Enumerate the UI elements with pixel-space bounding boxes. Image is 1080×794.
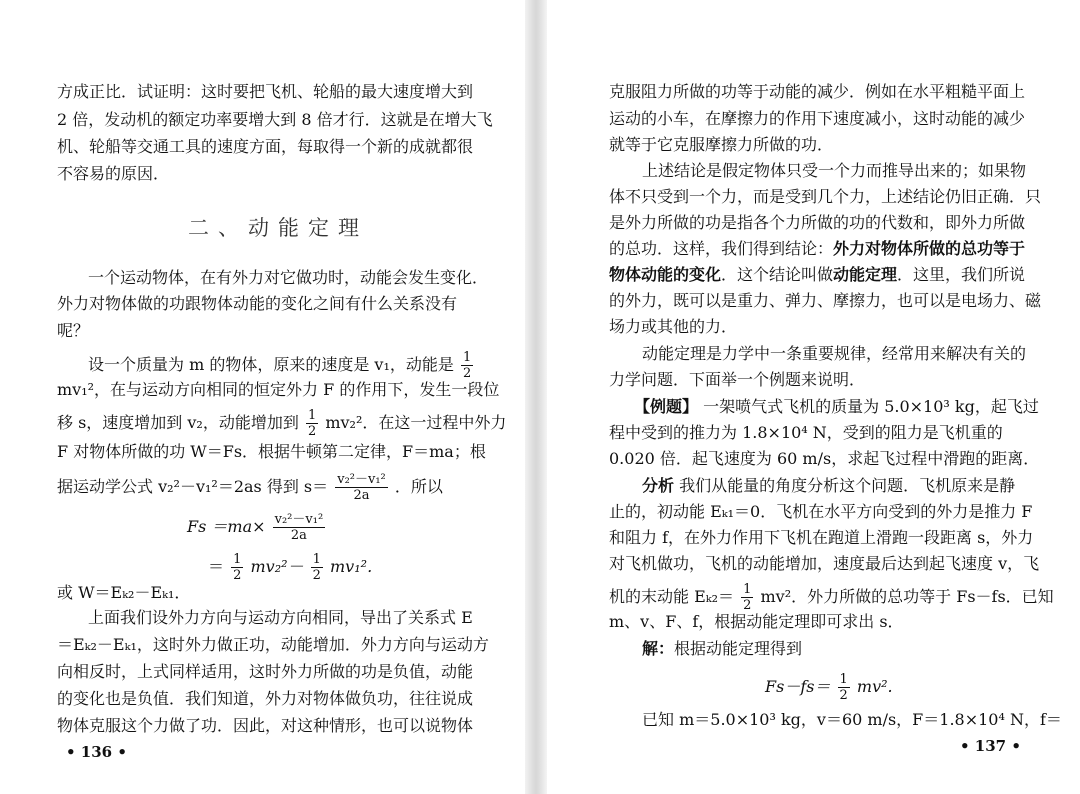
text-run: 根据动能定理得到 — [674, 639, 803, 658]
numerator: 1 — [233, 552, 242, 567]
denominator: 2a — [290, 528, 307, 543]
text-line: 上面我们设外力方向与运动方向相同，导出了关系式 E — [88, 608, 473, 627]
text-line: 0.020 倍．起飞速度为 60 m/s，求起飞过程中滑跑的距离． — [609, 449, 1040, 468]
equation-line — [765, 672, 893, 703]
text-line: 程中受到的推力为 1.8×10⁴ N，受到的阻力是飞机重的 — [609, 423, 1003, 442]
equation-run: Fs－fs＝ — [765, 677, 831, 696]
text-run: ．所以 — [394, 477, 443, 496]
text-line: 外力对物体做的功跟物体动能的变化之间有什么关系没有 — [57, 294, 458, 313]
text-line: 方成正比．试证明：这时要把飞机、轮船的最大速度增大到 — [57, 82, 474, 101]
text-run: ．这里，我们所说 — [897, 265, 1026, 284]
text-line: 一个运动物体，在有外力对它做功时，动能会发生变化． — [88, 268, 489, 287]
text-line: 对飞机做功，飞机的动能增加，速度最后达到起飞速度 v，飞 — [609, 554, 1040, 573]
text-run: mv²．外力所做的总功等于 Fs－fs．已知 — [760, 587, 1054, 606]
bold-run: 外力对物体所做的总功等于 — [833, 239, 1026, 258]
fraction — [741, 582, 753, 613]
equation-run: mv². — [856, 677, 893, 696]
right-page — [547, 0, 1080, 794]
fraction — [838, 672, 850, 703]
numerator: v₂²－v₁² — [337, 472, 386, 487]
equation-run: mv₁²． — [330, 557, 384, 576]
text-line — [88, 350, 475, 381]
text-line: 就等于它克服摩擦力所做的功． — [609, 135, 834, 154]
text-line: 是外力所做的功是指各个力所做的功的代数和，即外力所做 — [609, 213, 1026, 232]
text-line: 止的，初动能 Eₖ₁＝0．飞机在水平方向受到的外力是推力 F — [609, 502, 1033, 521]
text-line: F 对物体所做的功 W＝Fs．根据牛顿第二定律，F＝ma；根 — [57, 442, 486, 461]
fraction — [306, 408, 318, 439]
numerator: 1 — [462, 350, 472, 365]
fraction — [461, 350, 473, 381]
left-page — [0, 0, 525, 794]
section-title: 二、动能定理 — [188, 216, 368, 240]
denominator: 2 — [312, 568, 321, 583]
text-line: 向相反时，上式同样适用，这时外力所做的功是负值，动能 — [57, 662, 474, 681]
text-line: 动能定理是力学中一条重要规律，经常用来解决有关的 — [642, 344, 1027, 363]
text-line: 场力或其他的力． — [609, 317, 738, 336]
text-line — [609, 239, 1025, 259]
equation-run: Fs ＝ma× — [187, 517, 266, 536]
text-run: ．这个结论叫做 — [721, 265, 834, 284]
numerator: 1 — [743, 582, 752, 597]
denominator: 2a — [353, 488, 370, 503]
text-line: 克服阻力所做的功等于动能的减少．例如在水平粗糙平面上 — [609, 82, 1026, 101]
text-line — [634, 397, 1039, 417]
fraction — [311, 552, 323, 583]
text-run: 机的末动能 Eₖ₂＝ — [609, 587, 735, 606]
fraction — [273, 512, 326, 543]
text-line: 已知 m＝5.0×10³ kg，v＝60 m/s，F＝1.8×10⁴ N，f＝ — [642, 710, 1062, 729]
text-line: mv₁²，在与运动方向相同的恒定外力 F 的作用下，发生一段位 — [57, 380, 500, 399]
text-line: 不容易的原因． — [57, 164, 170, 183]
example-label: 【例题】 — [634, 397, 699, 416]
page-number: • 136 • — [66, 743, 127, 761]
numerator: 1 — [839, 672, 848, 687]
text-line: 机、轮船等交通工具的速度方面，每取得一个新的成就都很 — [57, 137, 474, 156]
book-spine — [525, 0, 547, 794]
equation-run: ＝ — [208, 557, 225, 576]
equation-run: mv₂²－ — [250, 557, 304, 576]
text-line — [57, 408, 506, 439]
numerator: 1 — [307, 408, 317, 423]
text-line: m、v、F、f，根据动能定理即可求出 s． — [609, 612, 904, 631]
text-run: 移 s，速度增加到 v₂，动能增加到 — [57, 413, 299, 432]
text-line: 2 倍，发动机的额定功率要增大到 8 倍才行．这就是在增大飞 — [57, 110, 493, 129]
text-line: 呢？ — [57, 321, 90, 340]
fraction — [335, 472, 388, 503]
denominator: 2 — [839, 688, 848, 703]
text-run: mv₂²．在这一过程中外力 — [325, 413, 507, 432]
text-line — [642, 639, 802, 659]
text-line — [609, 582, 1054, 613]
text-line — [609, 265, 1025, 285]
text-line: 体不只受到一个力，而是受到几个力，上述结论仍旧正确．只 — [609, 187, 1042, 206]
text-line: 和阻力 f，在外力作用下飞机在跑道上滑跑一段距离 s，外力 — [609, 528, 1034, 547]
text-run: 一架喷气式飞机的质量为 5.0×10³ kg，起飞过 — [703, 397, 1039, 416]
equation-line — [208, 552, 383, 583]
text-line: 上述结论是假定物体只受一个力而推导出来的；如果物 — [642, 161, 1027, 180]
numerator: 1 — [312, 552, 321, 567]
text-line: 力学问题．下面举一个例题来说明． — [609, 370, 866, 389]
text-line: 的变化也是负值．我们知道，外力对物体做负功，往往说成 — [57, 689, 474, 708]
bold-run: 动能定理 — [833, 265, 898, 284]
analysis-label: 分析 — [642, 476, 675, 495]
text-run: 设一个质量为 m 的物体，原来的速度是 v₁，动能是 — [88, 355, 454, 374]
text-run: 的总功．这样，我们得到结论： — [609, 239, 834, 258]
solution-label: 解： — [642, 639, 675, 658]
text-line: 物体克服这个力做了功．因此，对这种情形，也可以说物体 — [57, 716, 474, 735]
text-line: 的外力，既可以是重力、弹力、摩擦力，也可以是电场力、磁 — [609, 291, 1042, 310]
equation-line — [187, 512, 327, 543]
denominator: 2 — [743, 598, 752, 613]
page-number: • 137 • — [960, 737, 1021, 755]
bold-run: 物体动能的变化 — [609, 265, 722, 284]
fraction — [231, 552, 243, 583]
text-run: 我们从能量的角度分析这个问题．飞机原来是静 — [679, 476, 1016, 495]
text-line: 或 W＝Eₖ₂－Eₖ₁． — [57, 583, 191, 602]
text-line: 运动的小车，在摩擦力的作用下速度减小，这时动能的减少 — [609, 109, 1026, 128]
denominator: 2 — [307, 424, 317, 439]
text-run: 据运动学公式 v₂²－v₁²＝2as 得到 s＝ — [57, 477, 329, 496]
denominator: 2 — [462, 366, 472, 381]
text-line: ＝Eₖ₂－Eₖ₁，这时外力做正功，动能增加．外力方向与运动方 — [57, 635, 489, 654]
denominator: 2 — [233, 568, 242, 583]
text-line — [642, 476, 1015, 496]
numerator: v₂²－v₁² — [274, 512, 324, 527]
text-line — [57, 472, 443, 503]
